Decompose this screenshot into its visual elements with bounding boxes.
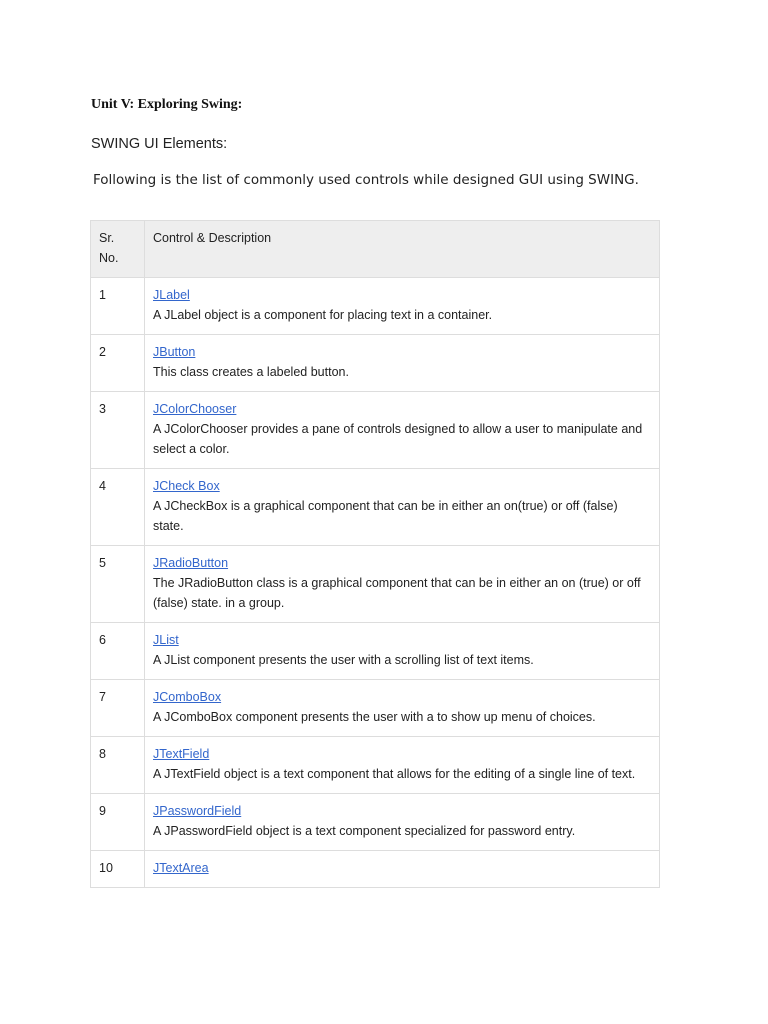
row-content [145, 469, 660, 546]
control-link-jcombobox[interactable]: JComboBox [153, 690, 222, 704]
section-title: SWING UI Elements: [91, 136, 228, 152]
unit-title: Unit V: Exploring Swing: [91, 97, 243, 112]
control-description: A JColorChooser provides a pane of controls designed to allow a user to manipulate and select a color. [153, 422, 643, 456]
control-description: The JRadioButton class is a graphical component that can be in either an on (true) or off (false) state. in a group. [153, 576, 641, 610]
control-link-jlist[interactable]: JList [153, 633, 179, 647]
table-row [91, 851, 660, 888]
control-description: This class creates a labeled button. [153, 365, 349, 379]
row-content [145, 335, 660, 392]
table-row [91, 737, 660, 794]
row-content [145, 546, 660, 623]
header-sr-line2: No. [99, 251, 119, 265]
control-link-jpasswordfield[interactable]: JPasswordField [153, 804, 242, 818]
row-number: 4 [91, 469, 145, 546]
row-number: 6 [91, 623, 145, 680]
header-sr-no [91, 221, 145, 278]
control-description: A JComboBox component presents the user with a to show up menu of choices. [153, 710, 596, 724]
intro-paragraph: Following is the list of commonly used controls while designed GUI using SWING. [93, 172, 639, 188]
control-link-jcolorchooser[interactable]: JColorChooser [153, 402, 237, 416]
row-number: 1 [91, 278, 145, 335]
row-number: 5 [91, 546, 145, 623]
row-content [145, 392, 660, 469]
table-row [91, 546, 660, 623]
row-content [145, 680, 660, 737]
row-content [145, 278, 660, 335]
control-link-jlabel[interactable]: JLabel [153, 288, 190, 302]
row-content [145, 851, 660, 888]
row-number: 9 [91, 794, 145, 851]
row-content [145, 794, 660, 851]
table-row [91, 392, 660, 469]
header-sr-line1: Sr. [99, 231, 115, 245]
row-number: 7 [91, 680, 145, 737]
control-link-jtextfield[interactable]: JTextField [153, 747, 210, 761]
row-number: 2 [91, 335, 145, 392]
control-description: A JPasswordField object is a text component specialized for password entry. [153, 824, 576, 838]
table-row [91, 794, 660, 851]
row-content [145, 623, 660, 680]
control-link-jtextarea[interactable]: JTextArea [153, 861, 209, 875]
table-row [91, 335, 660, 392]
table-row [91, 623, 660, 680]
control-link-jcheckbox[interactable]: JCheck Box [153, 479, 220, 493]
table-row [91, 680, 660, 737]
row-number: 8 [91, 737, 145, 794]
row-content [145, 737, 660, 794]
control-description: A JCheckBox is a graphical component that can be in either an on(true) or off (false) state. [153, 499, 618, 533]
control-description: A JLabel object is a component for placing text in a container. [153, 308, 493, 322]
control-description: A JTextField object is a text component that allows for the editing of a single line of text. [153, 767, 636, 781]
table-header-row [91, 221, 660, 278]
row-number: 10 [91, 851, 145, 888]
table-row [91, 469, 660, 546]
control-description: A JList component presents the user with a scrolling list of text items. [153, 653, 534, 667]
control-link-jradiobutton[interactable]: JRadioButton [153, 556, 229, 570]
header-control-description: Control & Description [145, 221, 660, 278]
table-row [91, 278, 660, 335]
row-number: 3 [91, 392, 145, 469]
controls-table [90, 220, 660, 888]
control-link-jbutton[interactable]: JButton [153, 345, 196, 359]
